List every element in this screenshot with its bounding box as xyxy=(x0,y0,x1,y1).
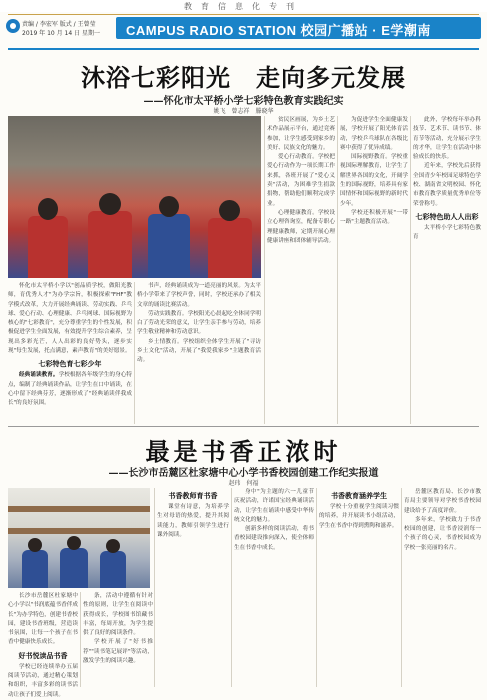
article1-heading-2: 七彩特色助人人出彩 xyxy=(415,211,479,221)
article1-para: 学校根据各年级学生的身心特点，编制了经典诵读作品，让学生在口中诵读，在心中留下经典芬芳，逐渐形成了"经典诵读伴我成长"的良好氛围。 xyxy=(8,372,132,407)
article1-heading-1: 七彩特色育七彩少年 xyxy=(38,359,102,369)
article1-column-5 xyxy=(413,116,481,424)
section-banner xyxy=(116,17,481,39)
column-divider xyxy=(154,488,155,687)
photo-figure-head xyxy=(38,198,58,220)
article1-photo xyxy=(8,116,261,278)
column-divider xyxy=(80,592,81,687)
article1-byline: 姚飞 曾志祥 滕晓华 xyxy=(213,108,274,115)
article1-para: 国际视野教育。学校重视国际理解教育，让学生了解世界各国的文化，开阔学生的国际视野，培养具有家国情怀和国际视野的新时代少年。 xyxy=(340,154,408,207)
article2-byline: 赵玮 何福 xyxy=(228,480,259,487)
article1-para: 乡土情教育。学校组织全体学生开展了"寻访乡土文化"活动，开展了"我爱我家乡"主题教育活动。 xyxy=(137,338,261,364)
photo-figure-head xyxy=(28,538,42,552)
article2-para: 创新多样的阅读活动，将书香校园建设推向深入，使全体师生在书香中成长。 xyxy=(234,526,314,551)
article1-para: 贫民区画展，为乡土艺术作品展示平台，通过竞赛参加，让学生感受到家乡的美好、民族文化的魅力。 xyxy=(267,117,335,151)
article1-para: 为促进学生全面健康发展，学校开展了阳光体育活动，学校乒乓球队在各级比赛中获得了优异成绩。 xyxy=(340,117,408,151)
photo-figure xyxy=(88,211,132,278)
photo-figure xyxy=(208,218,252,278)
article2-para: 学校十分重视学生阅读习惯的培养，并开展读书小组活动，学生在书香中得到熏陶和滋养。 xyxy=(319,504,399,529)
article1-subheading: 经典诵读教育。 xyxy=(19,372,59,379)
column-divider xyxy=(401,488,402,687)
article1-para: 近年来，学校先后获得全国青少年校园足球特色学校、湖南省文明校园、怀化市教育教学质量优秀单位等荣誉称号。 xyxy=(413,163,481,207)
photo-figure xyxy=(148,214,190,278)
photo-figure-head xyxy=(159,196,179,217)
editor-credits: 责编 / 李宏军 版式 / 王曾莹 xyxy=(22,21,96,28)
column-divider xyxy=(264,116,265,424)
newspaper-logo-icon xyxy=(6,19,20,33)
photo-figure xyxy=(60,548,88,588)
article-divider xyxy=(8,426,479,427)
top-band xyxy=(0,0,487,12)
banner-title: CAMPUS RADIO STATION 校园广播站 · E学潮南 xyxy=(126,23,431,38)
article1-title: 沐浴七彩阳光 走向多元发展 xyxy=(81,63,406,92)
article2-column-4 xyxy=(319,488,399,687)
top-divider xyxy=(8,14,479,15)
article1-intro: 怀化市太平桥小学以"创品质学校，做阳光教师，育优秀人才"为办学宗旨，积极探索"FHF"教学模式改革，大力开展经典诵读、劳动实践、乒乓球、爱心行动、心理健康、乒乓网球、国际视野为核心的"七彩教育"，充分尊重学生的个性发展，积极促进学生全面发展，有效提升学生综合素养，呈现出多彩光芒，人人出彩的良好势头，逐步实现"每生发展，托点满意，素声教育"的美好愿景。 xyxy=(8,283,132,355)
column-divider xyxy=(316,488,317,687)
article2-column-5 xyxy=(404,488,481,687)
photo-shelf xyxy=(8,506,150,512)
article1-subtitle: ——怀化市太平桥小学七彩特色教育实践纪实 xyxy=(143,96,344,107)
article1-column-4 xyxy=(340,116,408,424)
article2-para: 课堂有诗意，为培养学生对母语的热爱，提升其阅读能力，教师引领学生进行课外阅读。 xyxy=(157,504,229,538)
article2-para: 学校已经连续举办五届阅读节活动，通过精心策划和组织，丰富多彩的读书活动让孩子们爱上阅读。 xyxy=(8,663,78,698)
article1-para: 学校还积极开展"一带一路"主题教育活动。 xyxy=(340,209,408,226)
article2-para: 身中"为主题的六一儿童节庆祝活动，许诺国宝经典诵读活动，让学生在诵读中感受中华传统文化的魅力。 xyxy=(234,489,314,523)
photo-figure-head xyxy=(219,200,240,221)
article2-intro: 长沙市岳麓区杜家塘中心小学以"书润底蕴书香伴成长"为办学特色，创建书香校园，建设书香班级，营造读书氛围，让每一个孩子在书香中健康快乐成长。 xyxy=(8,593,78,646)
column-divider xyxy=(231,488,232,687)
photo-figure xyxy=(22,550,48,588)
banner-underline xyxy=(8,48,479,50)
article2-subtitle: ——长沙市岳麓区杜家塘中心小学书香校园创建工作纪实报道 xyxy=(108,468,379,479)
column-divider xyxy=(337,116,338,424)
article1-para: 太平桥小学七彩特色教育 xyxy=(413,224,481,241)
column-divider xyxy=(134,282,135,424)
article2-para: 多年来，学校致力于书香校园的创建，让书香浸润每一个孩子的心灵，书香校园成为学校一张亮丽的名片。 xyxy=(404,516,481,551)
article2-heading-3: 书香教育涵养学生 xyxy=(331,491,387,500)
photo-figure-head xyxy=(99,193,121,215)
article2-column-3 xyxy=(234,488,314,687)
article2-heading-1: 好书悦读品书香 xyxy=(18,650,68,660)
article1-column-2 xyxy=(137,282,261,424)
article2-column-2a xyxy=(83,592,153,687)
article1-column-1 xyxy=(8,282,132,424)
article2-title: 最是书香正浓时 xyxy=(145,437,342,466)
article1-column-3 xyxy=(267,116,335,424)
photo-figure-head xyxy=(67,536,81,550)
article2-column-1 xyxy=(8,592,78,698)
article2-para: 条，活动中遵循有针对性的原则，让学生在阅读中获得成长，学校图书馆藏书丰富，每周开放，为学生提供了良好的阅读条件。 xyxy=(83,593,153,637)
section-title: 教育信息化专刊 xyxy=(184,2,303,11)
article1-para: 劳动实践教育。学校阳光心晨起吃全体同学明白了劳动光荣的意义，让学生亲手参与劳动，培养学生敬业精神和劳动意识。 xyxy=(137,310,261,336)
article2-photo xyxy=(8,488,150,588)
article2-para: 岳麓区教育局、长沙市教育局主要领导对学校书香校园建设给予了高度评价。 xyxy=(404,489,481,514)
article2-heading-2: 书香教师育书香 xyxy=(168,491,218,500)
article2-para: 学校开展了"好书推荐""读书笔记展评"等活动，激发学生的阅读兴趣。 xyxy=(83,639,153,665)
issue-date: 2019 年 10 月 14 日 星期一 xyxy=(22,30,100,37)
masthead xyxy=(0,17,487,49)
photo-shelf xyxy=(8,528,150,534)
article1-para: 书声，经典诵读成为一道亮丽的风景。为太平桥小学带来了学校声誉，同时，学校还承办了相关文章的诵读比赛活动。 xyxy=(137,283,261,308)
photo-figure xyxy=(100,551,126,588)
photo-figure-head xyxy=(106,539,120,553)
article1-para: 此外，学校每年举办科技节、艺术节、读书节、体育节等活动，充分展示学生的才华，让学生在活动中体验成长的快乐。 xyxy=(413,117,481,161)
article2-column-2 xyxy=(157,488,229,687)
article1-para: 爱心行动教育。学校把爱心行动作为一项长期工作来抓，各班开展了"爱心义卖"活动，为困难学生捐款捐物，帮助他们顺利完成学业。 xyxy=(267,154,335,207)
column-divider xyxy=(410,116,411,424)
photo-figure xyxy=(28,216,68,278)
article1-para: 心理健康教育。学校设立心理咨询室，配备专职心理健康教师，定期开展心理健康讲座和团体辅导活动。 xyxy=(267,209,335,244)
